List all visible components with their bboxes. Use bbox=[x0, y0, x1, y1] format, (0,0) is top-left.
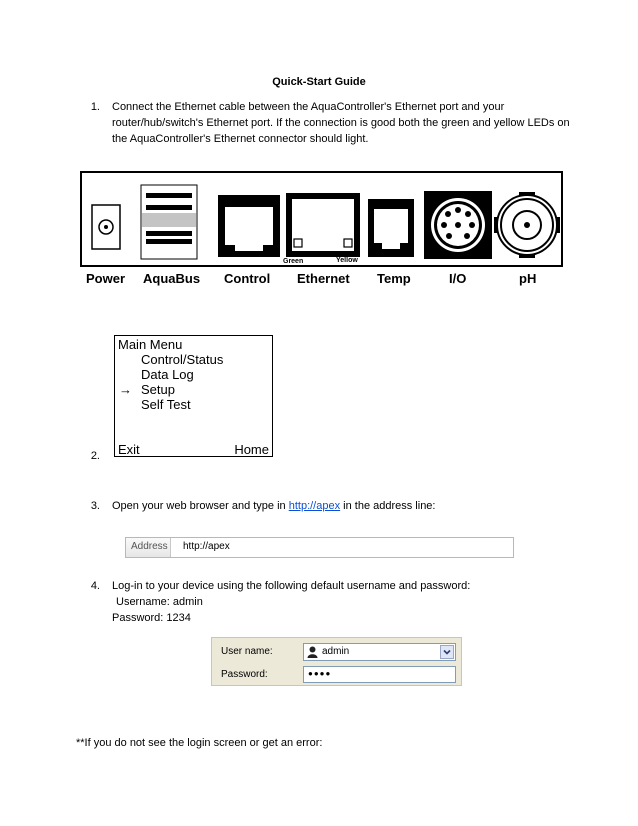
username-label: User name: bbox=[221, 646, 273, 657]
password-label: Password: bbox=[221, 669, 268, 680]
label-power: Power bbox=[86, 271, 126, 286]
user-avatar-icon bbox=[307, 646, 318, 661]
step-1-line-1: Connect the Ethernet cable between the AquaController's Ethernet port and your bbox=[112, 101, 505, 113]
footer-note: **If you do not see the login screen or get an error: bbox=[76, 737, 323, 749]
step-3-number: 3. bbox=[90, 500, 100, 512]
step-1-number: 1. bbox=[90, 101, 100, 113]
lcd-item-setup: Setup bbox=[141, 382, 175, 397]
chevron-down-icon bbox=[441, 646, 453, 658]
label-ethernet: Ethernet bbox=[297, 271, 350, 286]
step-4-text bbox=[112, 578, 592, 626]
address-value: http://apex bbox=[183, 541, 230, 552]
device-back-panel bbox=[80, 171, 563, 267]
lcd-item-control-status: Control/Status bbox=[141, 352, 224, 367]
green-led-label: Green bbox=[283, 258, 304, 265]
lcd-item-data-log: Data Log bbox=[141, 367, 194, 382]
login-dialog bbox=[211, 637, 462, 686]
yellow-led-label: Yellow bbox=[336, 257, 358, 264]
username-dropdown-button[interactable] bbox=[440, 645, 454, 659]
step-1-text bbox=[112, 99, 592, 147]
label-temp: Temp bbox=[377, 271, 411, 286]
lcd-header: Main Menu bbox=[118, 337, 183, 352]
password-value: ●●●● bbox=[308, 669, 332, 678]
lcd-exit: Exit bbox=[118, 442, 140, 457]
password-field[interactable] bbox=[303, 666, 456, 683]
lcd-home: Home bbox=[234, 442, 269, 457]
label-ph: pH bbox=[519, 271, 537, 286]
step-4-username-line: Username: admin bbox=[116, 596, 203, 608]
page-title: Quick-Start Guide bbox=[272, 76, 366, 88]
step-3-text bbox=[112, 500, 435, 512]
step-4-password-line: Password: 1234 bbox=[112, 612, 191, 624]
lcd-main-menu bbox=[114, 335, 273, 457]
username-field[interactable] bbox=[303, 643, 456, 661]
label-control: Control bbox=[224, 271, 271, 286]
address-bar bbox=[125, 537, 514, 558]
step-1-line-2: router/hub/switch's Ethernet port. If the connection is good both the green and yellow LEDs on bbox=[112, 117, 570, 129]
address-label: Address bbox=[131, 541, 168, 552]
step-4-number: 4. bbox=[90, 580, 100, 592]
step-2-number: 2. bbox=[90, 450, 100, 462]
username-value: admin bbox=[322, 646, 350, 657]
step-3-text-before: Open your web browser and type in bbox=[112, 500, 289, 512]
step-3-text-after: in the address line: bbox=[340, 500, 436, 512]
lcd-item-self-test: Self Test bbox=[141, 397, 191, 412]
label-io: I/O bbox=[449, 271, 467, 286]
step-4-line-1: Log-in to your device using the following default username and password: bbox=[112, 580, 471, 592]
panel-port-labels bbox=[0, 271, 638, 289]
lcd-cursor-arrow-icon: → bbox=[119, 382, 132, 397]
label-aquabus: AquaBus bbox=[143, 271, 201, 286]
panel-ports-drawing bbox=[82, 173, 561, 265]
apex-link[interactable]: http://apex bbox=[288, 500, 341, 512]
step-1-line-3: the AquaController's Ethernet connector should light. bbox=[112, 133, 369, 145]
address-input[interactable] bbox=[171, 538, 513, 557]
